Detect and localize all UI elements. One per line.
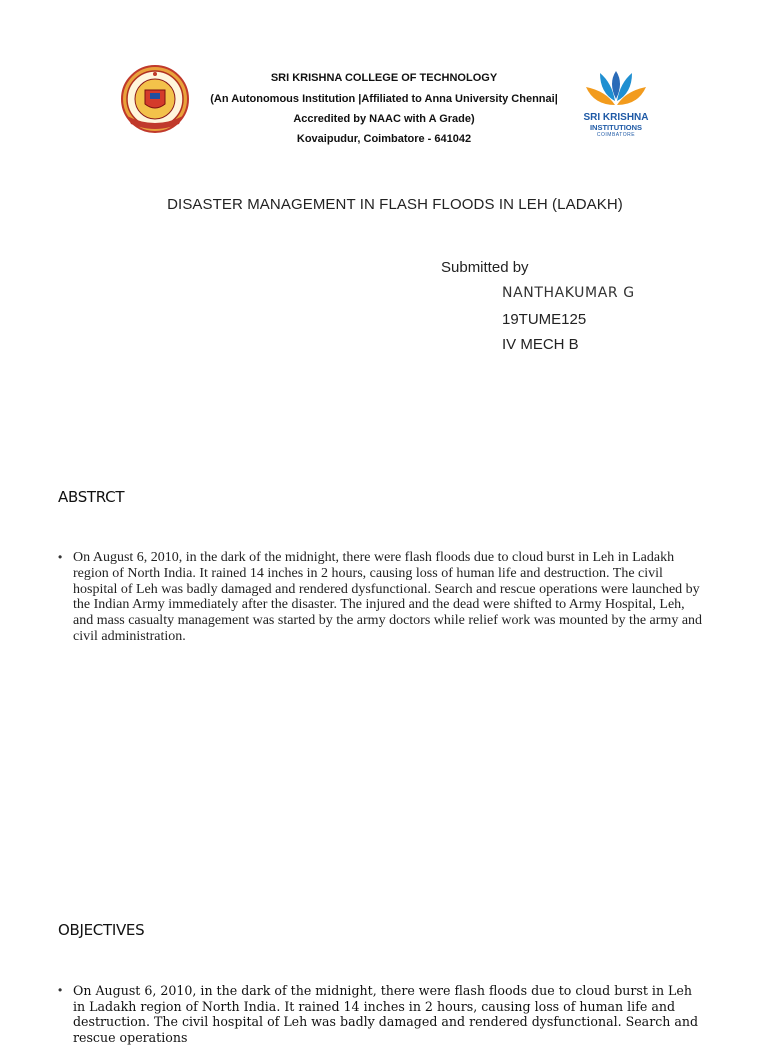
submitted-by-label: Submitted by [441, 259, 529, 276]
accreditation-line: Accredited by NAAC with A Grade) [293, 113, 475, 125]
college-seal-logo [117, 64, 193, 134]
objectives-text: On August 6, 2010, in the dark of the midnight, there were flash floods due to cloud burst in Leh in Ladakh region of North India. It rained 14 inches in 2 hours, causing loss of human life and destruction. The civil hospital of Leh was badly damaged and rendered dysfunctional. Search and rescue operations [73, 983, 699, 1045]
abstract-heading: ABSTRCT [58, 488, 125, 506]
student-name: NANTHAKUMAR G [502, 285, 635, 301]
objectives-bullet [58, 983, 708, 1045]
address-line: Kovaipudur, Coimbatore - 641042 [296, 133, 472, 145]
sri-krishna-institutions-logo [578, 65, 654, 145]
right-logo-line1: SRI KRISHNA [583, 112, 649, 123]
institution-line: (An Autonomous Institution |Affiliated to Anna University Chennai| [210, 93, 558, 105]
class-section: IV MECH B [502, 336, 579, 353]
abstract-text: On August 6, 2010, in the dark of the midnight, there were flash floods due to cloud burst in Leh in Ladakh region of North India. It rained 14 inches in 2 hours, causing loss of human life and destruction. The civil hospital of Leh was badly damaged and rendered dysfunctional. Search and rescue operations were launched by the Indian Army immediately after the disaster. The injured and the dead were shifted to Army Hospital, Leh, and mass casualty management was started by the army doctors while relief work was mounted by the army and civil administration. [73, 550, 703, 644]
lotus-icon [578, 65, 654, 115]
roll-number: 19TUME125 [502, 311, 587, 328]
bullet-icon: • [58, 550, 63, 564]
right-logo-line3: COIMBATORE [596, 132, 636, 138]
college-name: SRI KRISHNA COLLEGE OF TECHNOLOGY [270, 72, 498, 84]
bullet-icon: • [58, 983, 63, 997]
document-title: DISASTER MANAGEMENT IN FLASH FLOODS IN LEH (LADAKH) [167, 196, 623, 213]
objectives-heading: OBJECTIVES [58, 921, 145, 939]
right-logo-line2: INSTITUTIONS [589, 123, 643, 132]
abstract-bullet [58, 550, 708, 645]
